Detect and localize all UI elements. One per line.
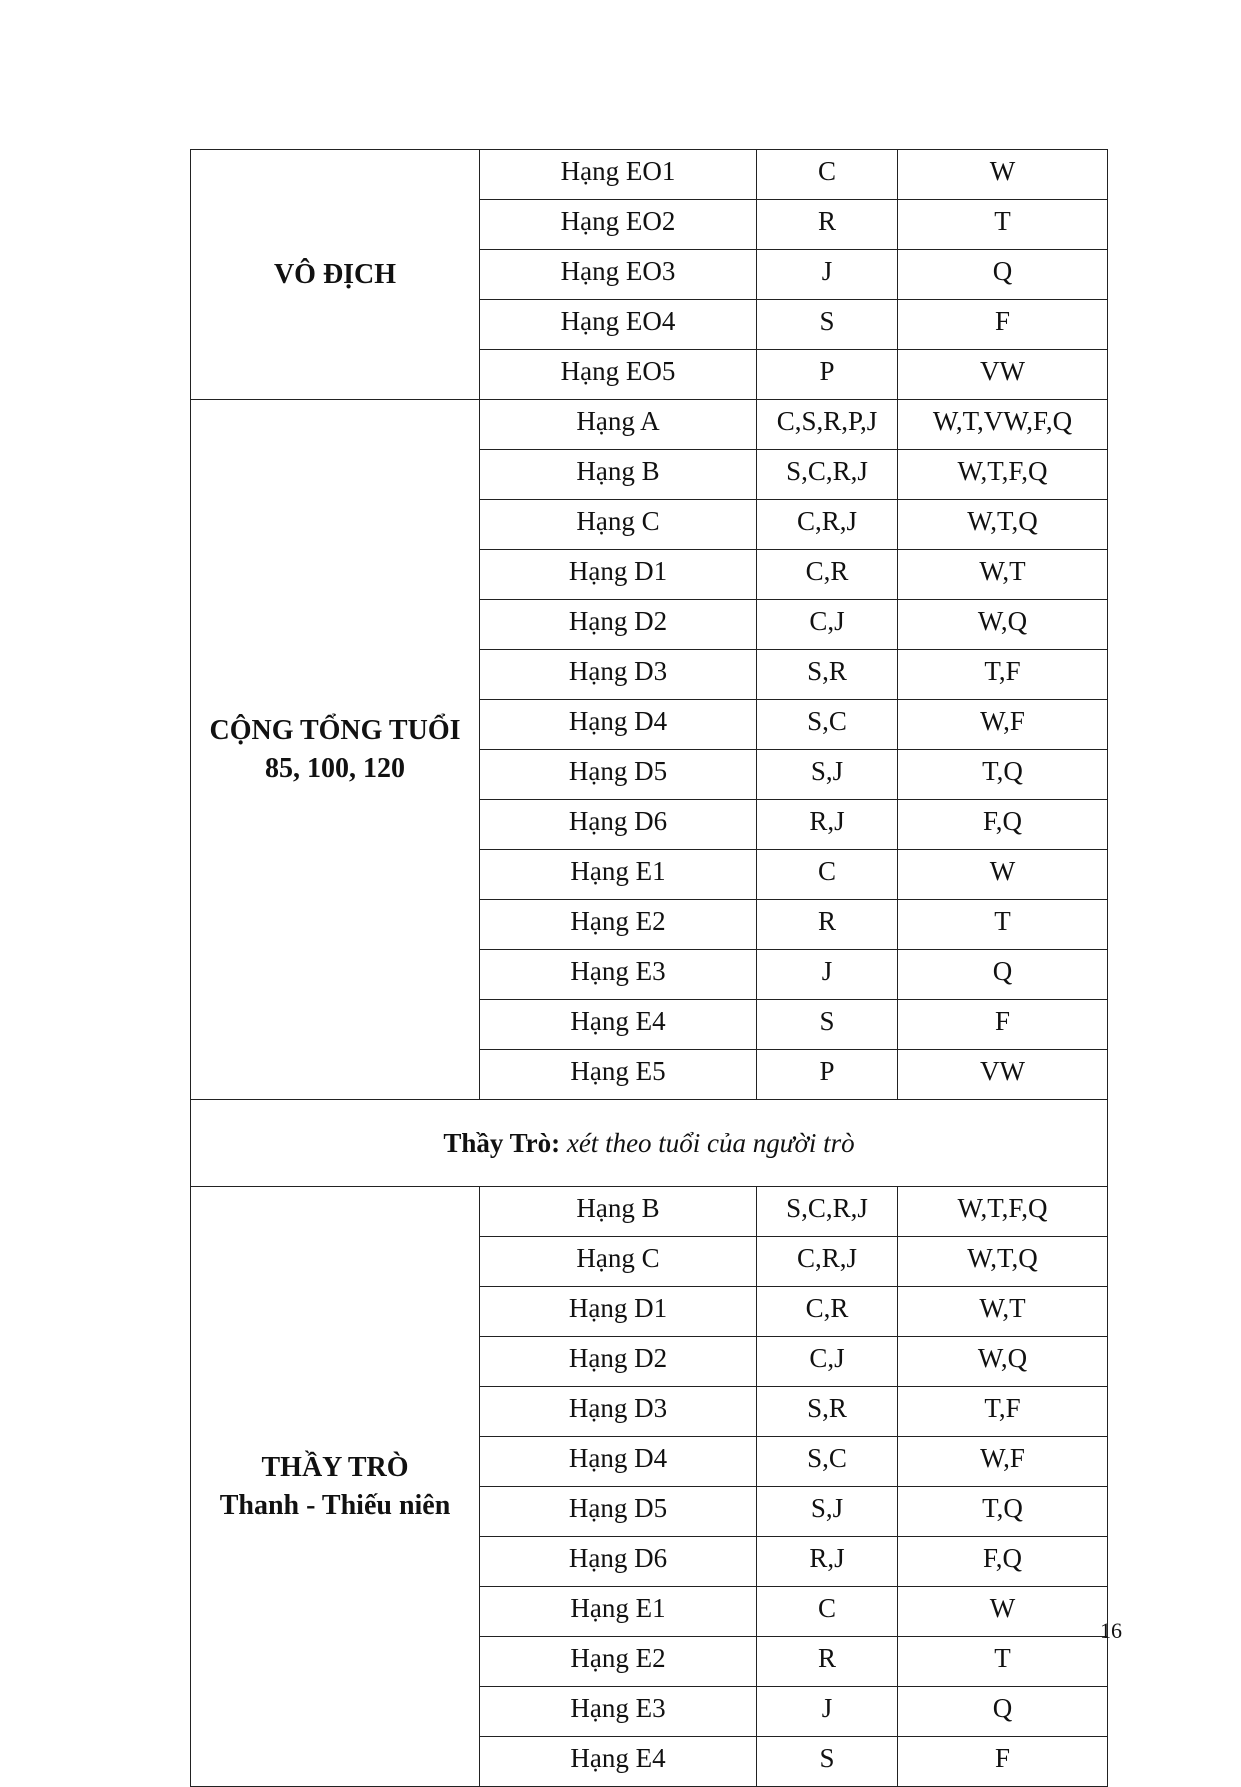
event-cell: C,R,J	[757, 500, 898, 550]
event-cell: S	[757, 1000, 898, 1050]
rank-cell: Hạng D3	[480, 650, 757, 700]
rank-cell: Hạng C	[480, 500, 757, 550]
rank-cell: Hạng E5	[480, 1050, 757, 1100]
rank-cell: Hạng D6	[480, 1537, 757, 1587]
rank-cell: Hạng E3	[480, 1687, 757, 1737]
group-title-cell	[191, 1187, 480, 1787]
event-cell: P	[757, 1050, 898, 1100]
table-row	[191, 150, 1108, 200]
rank-cell: Hạng EO5	[480, 350, 757, 400]
event-cell: F	[898, 1000, 1108, 1050]
group-title-cell	[191, 400, 480, 1100]
rank-cell: Hạng B	[480, 450, 757, 500]
table-body	[191, 150, 1108, 1787]
rank-cell: Hạng A	[480, 400, 757, 450]
rank-cell: Hạng E1	[480, 850, 757, 900]
event-cell: W,Q	[898, 1337, 1108, 1387]
event-cell: W,T,VW,F,Q	[898, 400, 1108, 450]
event-cell: T,F	[898, 1387, 1108, 1437]
event-cell: S,J	[757, 1487, 898, 1537]
group-title-cell	[191, 150, 480, 400]
event-cell: VW	[898, 1050, 1108, 1100]
event-cell: W,F	[898, 700, 1108, 750]
event-cell: S,C,R,J	[757, 1187, 898, 1237]
event-cell: W,T,F,Q	[898, 1187, 1108, 1237]
event-cell: F,Q	[898, 1537, 1108, 1587]
group-title-line: 85, 100, 120	[265, 752, 405, 784]
event-cell: VW	[898, 350, 1108, 400]
group-title-line: THẦY TRÒ	[261, 1451, 409, 1483]
rank-cell: Hạng EO3	[480, 250, 757, 300]
event-cell: T	[898, 900, 1108, 950]
event-cell: T,Q	[898, 750, 1108, 800]
event-cell: S,C	[757, 1437, 898, 1487]
rank-cell: Hạng E1	[480, 1587, 757, 1637]
event-cell: F	[898, 1737, 1108, 1787]
event-cell: C	[757, 150, 898, 200]
event-cell: T,Q	[898, 1487, 1108, 1537]
event-cell: R,J	[757, 800, 898, 850]
rank-cell: Hạng EO1	[480, 150, 757, 200]
rank-cell: Hạng E2	[480, 1637, 757, 1687]
event-cell: R	[757, 200, 898, 250]
event-cell: W	[898, 150, 1108, 200]
rank-cell: Hạng EO2	[480, 200, 757, 250]
rank-cell: Hạng D4	[480, 700, 757, 750]
event-cell: F	[898, 300, 1108, 350]
event-cell: W,T,F,Q	[898, 450, 1108, 500]
event-cell: C,J	[757, 1337, 898, 1387]
event-cell: W,T,Q	[898, 1237, 1108, 1287]
note-text: xét theo tuổi của người trò	[566, 1127, 855, 1158]
event-cell: Q	[898, 950, 1108, 1000]
event-cell: W,F	[898, 1437, 1108, 1487]
event-cell: R	[757, 900, 898, 950]
event-cell: C,R	[757, 1287, 898, 1337]
event-cell: S,C	[757, 700, 898, 750]
group-title-line: Thanh - Thiếu niên	[219, 1489, 451, 1521]
event-cell: W	[898, 1587, 1108, 1637]
event-cell: W,T	[898, 550, 1108, 600]
rank-cell: Hạng D5	[480, 750, 757, 800]
rank-cell: Hạng D1	[480, 1287, 757, 1337]
event-cell: T	[898, 200, 1108, 250]
group-title-line: VÔ ĐỊCH	[273, 258, 397, 290]
category-table	[190, 149, 1108, 1787]
page-number: 16	[1100, 1618, 1122, 1643]
event-cell: C	[757, 850, 898, 900]
rank-cell: Hạng D1	[480, 550, 757, 600]
event-cell: W,T,Q	[898, 500, 1108, 550]
rank-cell: Hạng E4	[480, 1000, 757, 1050]
event-cell: C,S,R,P,J	[757, 400, 898, 450]
event-cell: S	[757, 1737, 898, 1787]
rank-cell: Hạng D2	[480, 600, 757, 650]
event-cell: J	[757, 950, 898, 1000]
event-cell: C,J	[757, 600, 898, 650]
rank-cell: Hạng E3	[480, 950, 757, 1000]
rank-cell: Hạng D3	[480, 1387, 757, 1437]
event-cell: F,Q	[898, 800, 1108, 850]
rank-cell: Hạng E4	[480, 1737, 757, 1787]
rank-cell: Hạng EO4	[480, 300, 757, 350]
event-cell: R,J	[757, 1537, 898, 1587]
rank-cell: Hạng D6	[480, 800, 757, 850]
note-label: Thầy Trò:	[443, 1127, 561, 1158]
rank-cell: Hạng C	[480, 1237, 757, 1287]
note-cell	[191, 1100, 1108, 1187]
event-cell: S,R	[757, 1387, 898, 1437]
group-title-line: CỘNG TỔNG TUỔI	[209, 714, 461, 746]
table-row	[191, 1187, 1108, 1237]
event-cell: Q	[898, 1687, 1108, 1737]
table-row	[191, 400, 1108, 450]
event-cell: S	[757, 300, 898, 350]
event-cell: W,Q	[898, 600, 1108, 650]
event-cell: T	[898, 1637, 1108, 1687]
event-cell: S,J	[757, 750, 898, 800]
event-cell: J	[757, 250, 898, 300]
rank-cell: Hạng B	[480, 1187, 757, 1237]
note-row	[191, 1100, 1108, 1187]
event-cell: T,F	[898, 650, 1108, 700]
rank-cell: Hạng D2	[480, 1337, 757, 1387]
event-cell: C,R,J	[757, 1237, 898, 1287]
event-cell: C,R	[757, 550, 898, 600]
rank-cell: Hạng D4	[480, 1437, 757, 1487]
event-cell: S,R	[757, 650, 898, 700]
event-cell: J	[757, 1687, 898, 1737]
event-cell: C	[757, 1587, 898, 1637]
event-cell: R	[757, 1637, 898, 1687]
rank-cell: Hạng D5	[480, 1487, 757, 1537]
event-cell: S,C,R,J	[757, 450, 898, 500]
event-cell: W,T	[898, 1287, 1108, 1337]
rank-cell: Hạng E2	[480, 900, 757, 950]
event-cell: Q	[898, 250, 1108, 300]
event-cell: W	[898, 850, 1108, 900]
event-cell: P	[757, 350, 898, 400]
